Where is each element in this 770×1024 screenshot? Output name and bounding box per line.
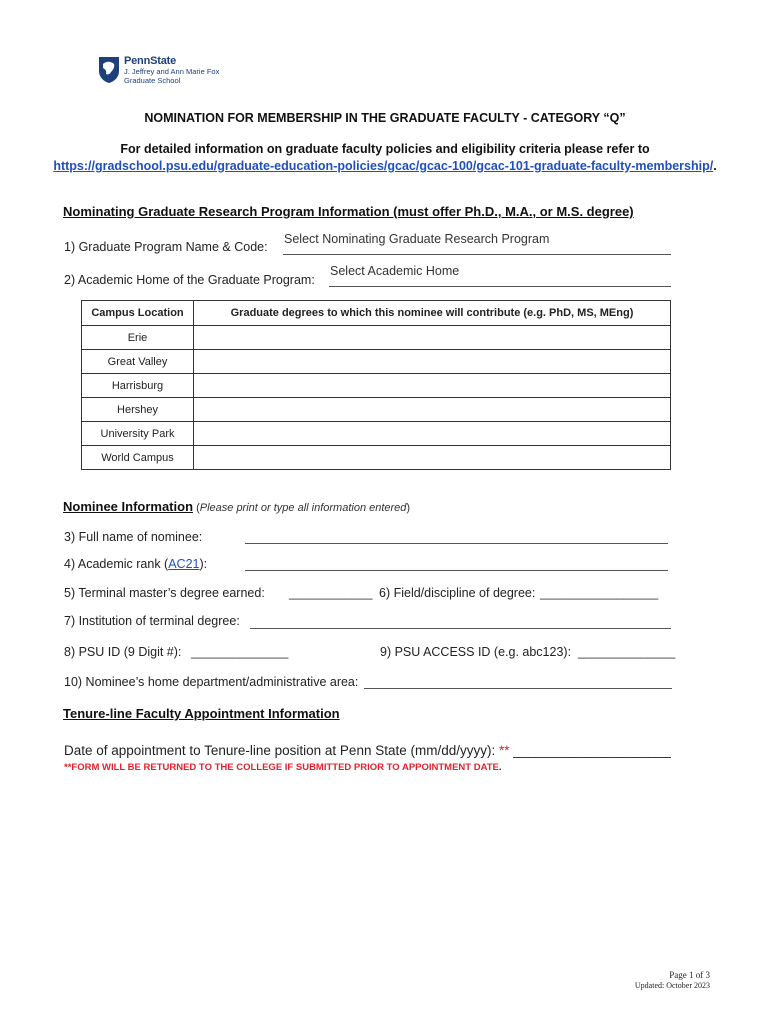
form-title: NOMINATION FOR MEMBERSHIP IN THE GRADUATE FACULTY - CATEGORY “Q” xyxy=(144,111,626,125)
warning-row xyxy=(64,762,502,773)
logo-sub-line1: J. Jeffrey and Ann Marie Fox xyxy=(124,67,220,76)
logo-subtitle xyxy=(124,68,219,85)
degrees-input-university-park[interactable] xyxy=(194,422,671,446)
q3-label: 3) Full name of nominee: xyxy=(64,530,203,544)
degrees-input-world-campus[interactable] xyxy=(194,446,671,470)
q4-suffix: ): xyxy=(199,557,208,571)
campus-table xyxy=(81,300,671,470)
nominee-section-heading: Nominee Information xyxy=(63,499,194,514)
link-suffix: . xyxy=(713,159,717,173)
nominee-section-note: Please print or type all information entered xyxy=(199,502,407,514)
logo-name: PennState xyxy=(124,55,176,67)
program-section-heading: Nominating Graduate Research Program Information (must offer Ph.D., M.A., or M.S. degree) xyxy=(63,204,634,219)
degrees-input-great-valley[interactable] xyxy=(194,350,671,374)
nittany-lion-shield-icon xyxy=(98,56,120,84)
degrees-input-hershey[interactable] xyxy=(194,398,671,422)
table-row xyxy=(82,326,671,350)
psu-id-field[interactable]: ______________ xyxy=(191,645,289,659)
q5-label: 5) Terminal master’s degree earned: xyxy=(64,586,265,600)
q2-label: 2) Academic Home of the Graduate Program: xyxy=(64,273,315,287)
penn-state-logo xyxy=(98,54,238,90)
campus-name: Erie xyxy=(82,326,194,350)
full-name-field[interactable] xyxy=(245,529,668,544)
graduate-program-select-value: Select Nominating Graduate Research Program xyxy=(284,232,550,246)
updated-date: Updated: October 2023 xyxy=(634,981,710,990)
academic-rank-field[interactable] xyxy=(245,556,668,571)
campus-table-header xyxy=(82,301,671,326)
appointment-date-row xyxy=(64,743,671,758)
note-open: ( xyxy=(193,502,200,514)
q4-prefix: 4) Academic rank ( xyxy=(64,557,169,571)
terminal-degree-field[interactable]: ____________ xyxy=(289,586,373,600)
psu-access-id-field[interactable]: ______________ xyxy=(578,645,676,659)
logo-sub-line2: Graduate School xyxy=(124,75,181,85)
tenure-section-heading: Tenure-line Faculty Appointment Information xyxy=(63,706,340,721)
degrees-input-erie[interactable] xyxy=(194,326,671,350)
appointment-date-field[interactable]: _____________________ xyxy=(513,743,671,758)
institution-field[interactable] xyxy=(250,614,671,629)
degrees-input-harrisburg[interactable] xyxy=(194,374,671,398)
academic-home-select-value: Select Academic Home xyxy=(330,264,460,278)
campus-name: Great Valley xyxy=(82,350,194,374)
q10-label: 10) Nominee’s home department/administrative area: xyxy=(64,675,359,689)
appointment-date-marker: ** xyxy=(498,743,510,758)
info-line: For detailed information on graduate faculty policies and eligibility criteria please refer to xyxy=(120,142,650,156)
q8-label: 8) PSU ID (9 Digit #): xyxy=(64,645,182,659)
academic-home-select[interactable] xyxy=(329,264,671,287)
table-row xyxy=(82,446,671,470)
campus-name: University Park xyxy=(82,422,194,446)
degrees-header: Graduate degrees to which this nominee will contribute (e.g. PhD, MS, MEng) xyxy=(194,301,671,326)
appointment-warning: **FORM WILL BE RETURNED TO THE COLLEGE IF SUBMITTED PRIOR TO APPOINTMENT DATE xyxy=(64,762,499,773)
policy-link[interactable]: https://gradschool.psu.edu/graduate-education-policies/gcac/gcac-100/gcac-101-graduate-faculty-membership/ xyxy=(53,159,714,173)
table-row xyxy=(82,398,671,422)
ac21-link[interactable]: AC21 xyxy=(168,557,200,571)
note-close: ) xyxy=(406,502,411,514)
campus-location-header: Campus Location xyxy=(82,301,194,326)
campus-name: World Campus xyxy=(82,446,194,470)
table-row xyxy=(82,374,671,398)
q4-label xyxy=(64,557,207,571)
q7-label: 7) Institution of terminal degree: xyxy=(64,614,240,628)
page-number: Page 1 of 3 xyxy=(669,970,710,980)
warning-period: . xyxy=(498,762,502,773)
appointment-date-label: Date of appointment to Tenure-line position at Penn State (mm/dd/yyyy): xyxy=(64,743,499,758)
info-link-line xyxy=(0,159,770,173)
graduate-program-select[interactable] xyxy=(283,232,671,255)
field-discipline-field[interactable]: _________________ xyxy=(540,586,659,600)
table-row xyxy=(82,350,671,374)
campus-name: Hershey xyxy=(82,398,194,422)
home-department-field[interactable] xyxy=(364,674,672,689)
table-row xyxy=(82,422,671,446)
campus-name: Harrisburg xyxy=(82,374,194,398)
nominee-section-heading-row xyxy=(63,498,410,516)
q1-label: 1) Graduate Program Name & Code: xyxy=(64,240,268,254)
q9-label: 9) PSU ACCESS ID (e.g. abc123): xyxy=(380,645,572,659)
q6-label: 6) Field/discipline of degree: xyxy=(379,586,536,600)
